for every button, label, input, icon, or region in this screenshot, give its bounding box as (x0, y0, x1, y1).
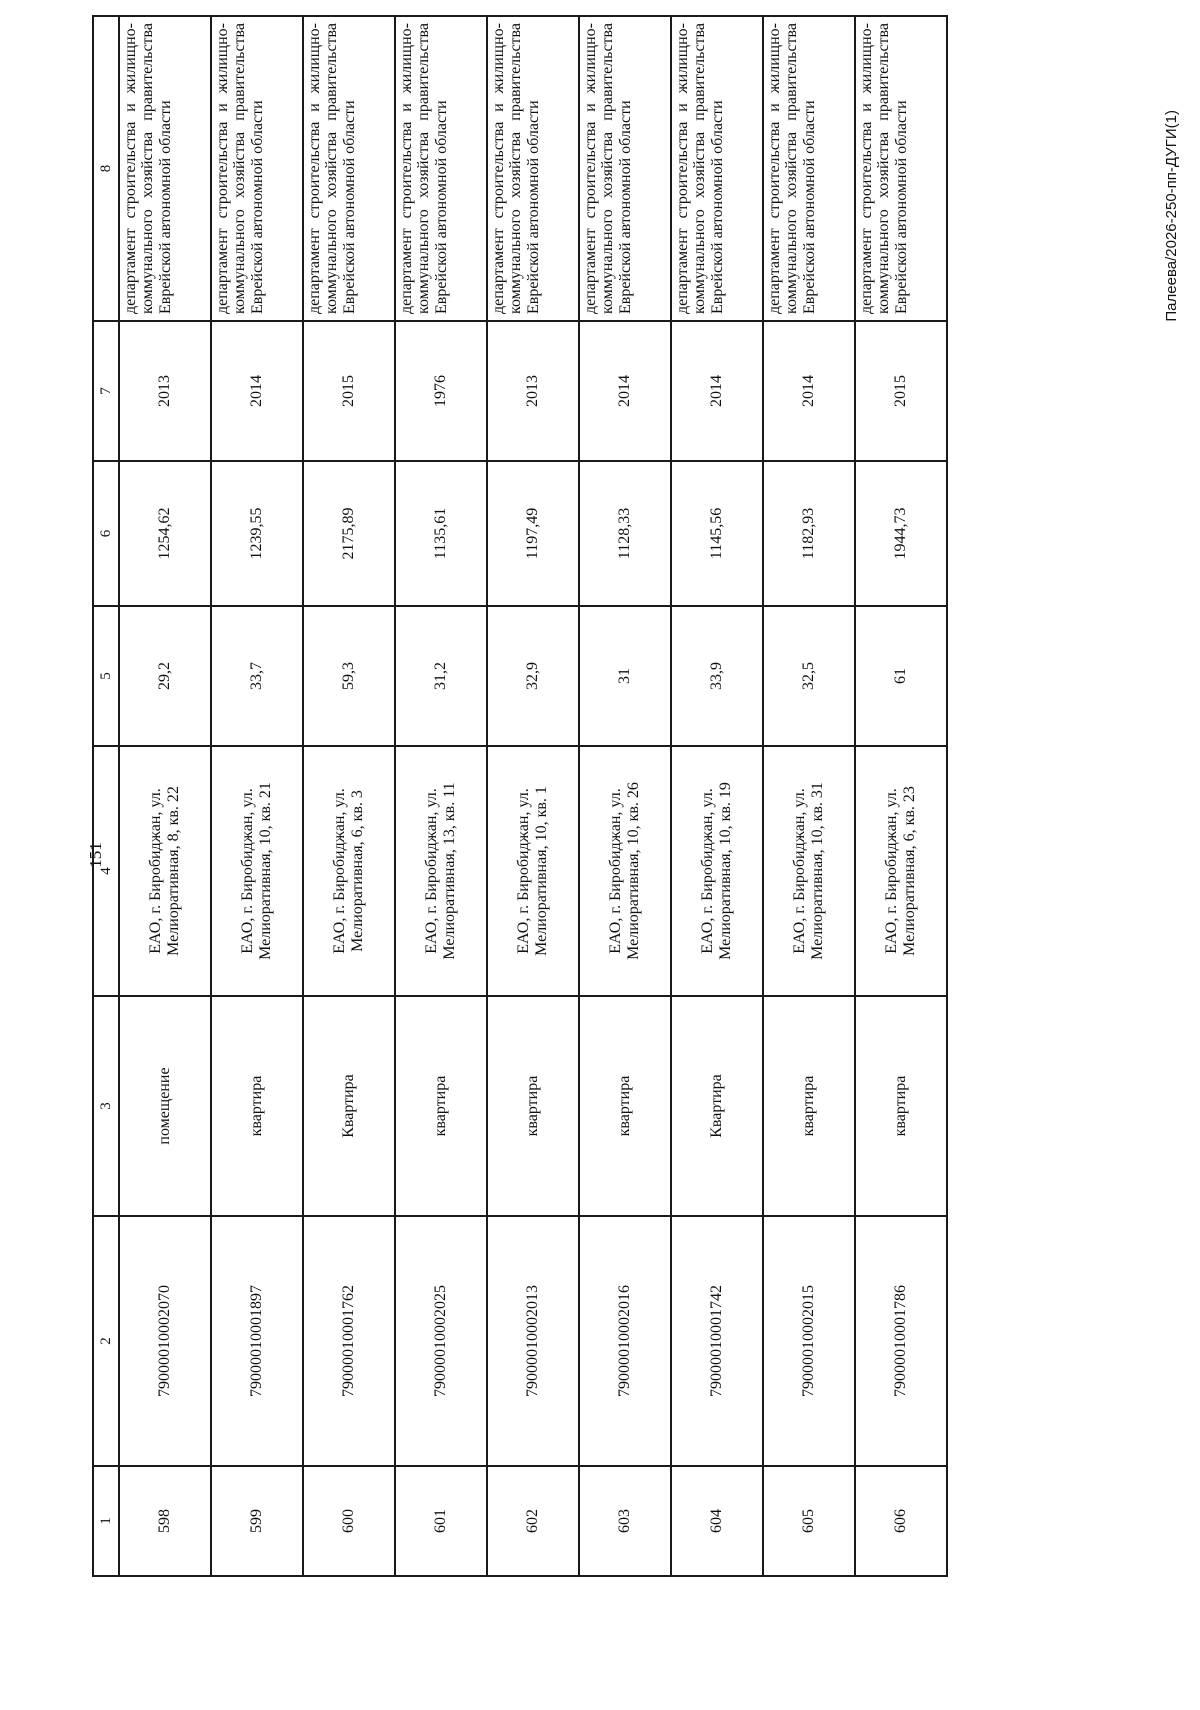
value-cell: 2175,89 (303, 461, 395, 606)
document-footer-code: Палеева/2026-250-пп-ДУГИ(1) (1163, 110, 1180, 322)
table-header-row (93, 16, 119, 1576)
value-cell: 1239,55 (211, 461, 303, 606)
year-cell: 2015 (303, 321, 395, 461)
address-cell: ЕАО, г. Биробиджан, ул. Мелиоративная, 10, кв. 1 (487, 746, 579, 996)
department-cell: департамент строительства и жилищно-коммунального хозяйства правительства Еврейской автономной области (119, 16, 211, 321)
area-cell: 32,5 (763, 606, 855, 746)
address-cell: ЕАО, г. Биробиджан, ул. Мелиоративная, 10, кв. 19 (671, 746, 763, 996)
address-cell: ЕАО, г. Биробиджан, ул. Мелиоративная, 6, кв. 3 (303, 746, 395, 996)
cadastral-number-cell: 79000010001742 (671, 1216, 763, 1466)
year-cell: 2014 (211, 321, 303, 461)
year-cell: 2014 (671, 321, 763, 461)
cadastral-number-cell: 79000010001786 (855, 1216, 947, 1466)
value-cell: 1145,56 (671, 461, 763, 606)
address-cell: ЕАО, г. Биробиджан, ул. Мелиоративная, 13, кв. 11 (395, 746, 487, 996)
area-cell: 31 (579, 606, 671, 746)
year-cell: 2014 (579, 321, 671, 461)
table-row (579, 16, 671, 1576)
value-cell: 1944,73 (855, 461, 947, 606)
table-header-cell: 3 (93, 996, 119, 1216)
value-cell: 1197,49 (487, 461, 579, 606)
table-row (119, 16, 211, 1576)
cadastral-number-cell: 79000010001897 (211, 1216, 303, 1466)
cadastral-number-cell: 79000010002015 (763, 1216, 855, 1466)
department-cell: департамент строительства и жилищно-коммунального хозяйства правительства Еврейской автономной области (303, 16, 395, 321)
value-cell: 1128,33 (579, 461, 671, 606)
area-cell: 59,3 (303, 606, 395, 746)
year-cell: 2013 (487, 321, 579, 461)
area-cell: 31,2 (395, 606, 487, 746)
department-cell: департамент строительства и жилищно-коммунального хозяйства правительства Еврейской автономной области (579, 16, 671, 321)
table-header-cell: 5 (93, 606, 119, 746)
address-cell: ЕАО, г. Биробиджан, ул. Мелиоративная, 8, кв. 22 (119, 746, 211, 996)
object-type-cell: помещение (119, 996, 211, 1216)
address-cell: ЕАО, г. Биробиджан, ул. Мелиоративная, 10, кв. 21 (211, 746, 303, 996)
table-row (671, 16, 763, 1576)
department-cell: департамент строительства и жилищно-коммунального хозяйства правительства Еврейской автономной области (855, 16, 947, 321)
object-type-cell: Квартира (671, 996, 763, 1216)
area-cell: 32,9 (487, 606, 579, 746)
row-number-cell: 599 (211, 1466, 303, 1576)
cadastral-number-cell: 79000010002016 (579, 1216, 671, 1466)
department-cell: департамент строительства и жилищно-коммунального хозяйства правительства Еврейской автономной области (211, 16, 303, 321)
object-type-cell: квартира (395, 996, 487, 1216)
address-cell: ЕАО, г. Биробиджан, ул. Мелиоративная, 10, кв. 31 (763, 746, 855, 996)
table-header-cell: 7 (93, 321, 119, 461)
year-cell: 1976 (395, 321, 487, 461)
department-cell: департамент строительства и жилищно-коммунального хозяйства правительства Еврейской автономной области (395, 16, 487, 321)
object-type-cell: квартира (763, 996, 855, 1216)
table-row (395, 16, 487, 1576)
cadastral-number-cell: 79000010002070 (119, 1216, 211, 1466)
table-header-cell: 6 (93, 461, 119, 606)
property-table (92, 15, 948, 1577)
table-row (855, 16, 947, 1576)
row-number-cell: 604 (671, 1466, 763, 1576)
object-type-cell: квартира (211, 996, 303, 1216)
area-cell: 33,7 (211, 606, 303, 746)
table-header-cell: 8 (93, 16, 119, 321)
object-type-cell: квартира (855, 996, 947, 1216)
year-cell: 2015 (855, 321, 947, 461)
row-number-cell: 605 (763, 1466, 855, 1576)
table-header-cell: 4 (93, 746, 119, 996)
object-type-cell: квартира (579, 996, 671, 1216)
cadastral-number-cell: 79000010002025 (395, 1216, 487, 1466)
department-cell: департамент строительства и жилищно-коммунального хозяйства правительства Еврейской автономной области (671, 16, 763, 321)
table-row (487, 16, 579, 1576)
area-cell: 29,2 (119, 606, 211, 746)
value-cell: 1135,61 (395, 461, 487, 606)
table-row (763, 16, 855, 1576)
table-row (303, 16, 395, 1576)
table-header-cell: 2 (93, 1216, 119, 1466)
value-cell: 1182,93 (763, 461, 855, 606)
row-number-cell: 606 (855, 1466, 947, 1576)
object-type-cell: Квартира (303, 996, 395, 1216)
department-cell: департамент строительства и жилищно-коммунального хозяйства правительства Еврейской автономной области (487, 16, 579, 321)
value-cell: 1254,62 (119, 461, 211, 606)
row-number-cell: 603 (579, 1466, 671, 1576)
page-number: 151 (86, 842, 105, 868)
area-cell: 61 (855, 606, 947, 746)
year-cell: 2013 (119, 321, 211, 461)
row-number-cell: 601 (395, 1466, 487, 1576)
address-cell: ЕАО, г. Биробиджан, ул. Мелиоративная, 6, кв. 23 (855, 746, 947, 996)
cadastral-number-cell: 79000010001762 (303, 1216, 395, 1466)
table-header-cell: 1 (93, 1466, 119, 1576)
table-row (211, 16, 303, 1576)
cadastral-number-cell: 79000010002013 (487, 1216, 579, 1466)
row-number-cell: 600 (303, 1466, 395, 1576)
row-number-cell: 598 (119, 1466, 211, 1576)
year-cell: 2014 (763, 321, 855, 461)
object-type-cell: квартира (487, 996, 579, 1216)
department-cell: департамент строительства и жилищно-коммунального хозяйства правительства Еврейской автономной области (763, 16, 855, 321)
area-cell: 33,9 (671, 606, 763, 746)
row-number-cell: 602 (487, 1466, 579, 1576)
address-cell: ЕАО, г. Биробиджан, ул. Мелиоративная, 10, кв. 26 (579, 746, 671, 996)
